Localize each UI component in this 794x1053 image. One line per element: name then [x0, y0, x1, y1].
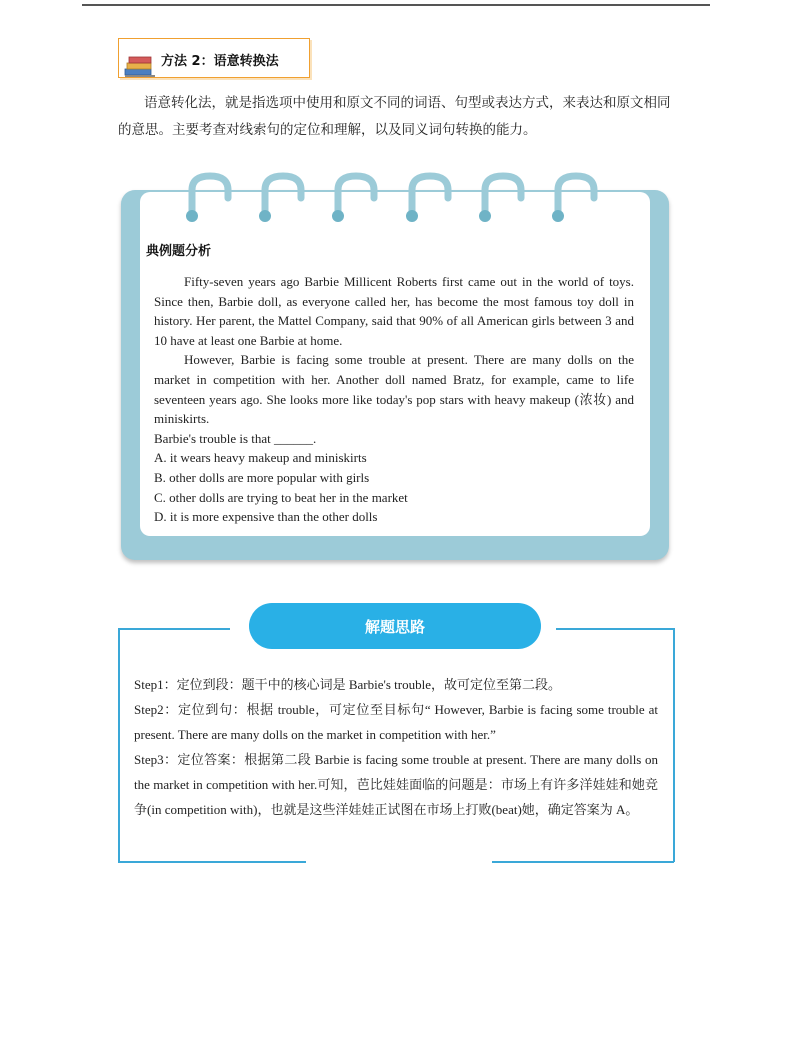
solution-border	[673, 628, 675, 862]
question-stem: Barbie's trouble is that ______.	[154, 430, 317, 446]
top-rule	[82, 4, 710, 6]
method-heading-box	[118, 38, 310, 78]
method-title: 方法 2：语意转换法	[161, 54, 279, 69]
option-d: D. it is more expensive than the other dolls	[154, 509, 378, 525]
solution-title-badge	[249, 603, 541, 649]
option-c: C. other dolls are trying to beat her in the market	[154, 489, 408, 505]
option-b: B. other dolls are more popular with girls	[154, 469, 370, 485]
example-heading: 典例题分析	[146, 244, 212, 259]
passage-paragraph-1: Fifty-seven years ago Barbie Millicent Roberts first came out in the world of toys. Since then, Barbie doll, as everyone called her, has become the most famous toy doll in history. Her parent, the Mattel Company, said that 90% of all American girls between 3 and 10 have at least one Barbie at home.	[154, 274, 634, 348]
solution-title: 解题思路	[364, 617, 425, 636]
solution-step-1: Step1：定位到段：题干中的核心词是 Barbie's trouble，故可定位至第二段。	[134, 677, 561, 692]
solution-border	[118, 861, 306, 863]
solution-step-3: Step3：定位答案：根据第二段 Barbie is facing some trouble at present. There are many dolls on the market in competition with her.可知，芭比娃娃面临的问题是：市场上有许多洋娃娃和她竞争(in competition with)，也就是这些洋娃娃正试图在市场上打败(beat)她，确定答案为 A。	[134, 752, 658, 817]
solution-step-2: Step2：定位到句：根据 trouble，可定位至目标句“ However, Barbie is facing some trouble at present. There are many dolls on the market in competition with her.”	[134, 702, 658, 742]
intro-paragraph: 语意转化法，就是指选项中使用和原文不同的词语、句型或表达方式，来表达和原文相同的意思。主要考查对线索句的定位和理解，以及同义词句转换的能力。	[118, 95, 671, 138]
reading-passage	[154, 272, 634, 527]
binder-rings-icon	[180, 168, 630, 228]
books-icon	[123, 53, 157, 79]
solution-border	[492, 861, 674, 863]
solution-steps	[134, 672, 658, 822]
solution-border	[556, 628, 674, 630]
solution-border	[118, 628, 120, 862]
solution-border	[118, 628, 230, 630]
passage-paragraph-2: However, Barbie is facing some trouble at present. There are many dolls on the market in competition with her. Another doll named Bratz, for example, came to life seventeen years ago. She looks more like today's pop stars with heavy makeup (浓妆) and miniskirts.	[154, 352, 634, 427]
option-a: A. it wears heavy makeup and miniskirts	[154, 450, 367, 466]
